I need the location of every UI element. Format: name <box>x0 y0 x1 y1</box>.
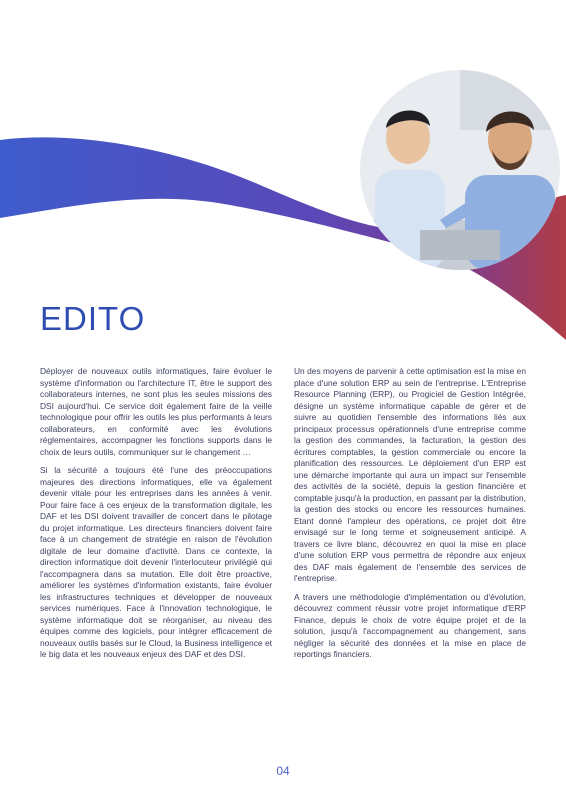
page-number: 04 <box>276 764 290 778</box>
team-photo <box>360 70 560 270</box>
right-column <box>294 366 526 668</box>
people-at-computer-image <box>360 70 560 270</box>
left-column <box>40 366 272 668</box>
paragraph: Déployer de nouveaux outils informatiques, faire évoluer le système d'information ou l'architecture IT, être le support des collaborateurs internes, ne sont plus les seules missions des DSI aujourd'hui. Ce service doit également faire de la veille technologique pour offrir les outils les plus performants à leurs collaborateurs, en conformité avec les évolutions réglementaires, accompagner les fonctions supports dans le choix de leurs outils, communiquer sur le changement … <box>40 366 272 457</box>
page-title: EDITO <box>40 300 146 337</box>
paragraph: Si la sécurité a toujours été l'une des préoccupations majeures des directions informatiques, elle va également devenir vitale pour les entreprises dans les années à venir. Pour faire face à ces enjeux de la transformation digitale, les DAF et les DSI doivent travailler de concert dans le pilotage du projet informatique. Les directeurs financiers doivent faire face à un changement de stratégie en raison de l'évolution digitale de leur domaine d'activité. Dans ce contexte, la direction informatique doit devenir l'interlocuteur privilégié qui l'accompagnera dans sa mutation. Elle doit être proactive, améliorer les systèmes d'information existants, faire évoluer les infrastructures techniques et développer de nouveaux services numériques. Face à l'innovation technologique, le système informatique doit se réorganiser, au niveau des équipes comme des logiciels, pour intégrer efficacement de nouveaux outils basés sur le Cloud, la Business intelligence et le big data et les nouveaux enjeux des DAF et des DSI. <box>40 465 272 659</box>
paragraph: A travers une méthodologie d'implémentation ou d'évolution, découvrez comment réussir votre projet informatique d'ERP Finance, depuis le choix de votre équipe projet et de la solution, jusqu'à l'accompagnement au changement, sans négliger la sécurité des données et la mise en place de reportings financiers. <box>294 591 526 659</box>
paragraph: Un des moyens de parvenir à cette optimisation est la mise en place d'une solution ERP au sein de l'entreprise. L'Entreprise Resource Planning (ERP), ou Progiciel de Gestion Intégrée, désigne un système informatique capable de gérer et de suivre au quotidien l'ensemble des informations liés aux principaux processus opérationnels d'une entreprise comme la gestion des commandes, la facturation, la gestion des écritures comptables, la gestion commerciale ou encore la planification des ressources. Le déploiement d'un ERP est une démarche importante qui aura un impact sur l'ensemble des activités de la société, depuis la gestion financière et comptable jusqu'à la production, en passant par la distribution, la gestion des stocks ou encore les ressources humaines. Etant donné l'ampleur des opérations, ce projet doit être envisagé sur le long terme et soigneusement anticipé. A travers ce livre blanc, découvrez en quoi la mise en place d'une solution ERP vous permettra de répondre aux enjeux des DAF mais également de l'ensemble des services de l'entreprise. <box>294 366 526 583</box>
